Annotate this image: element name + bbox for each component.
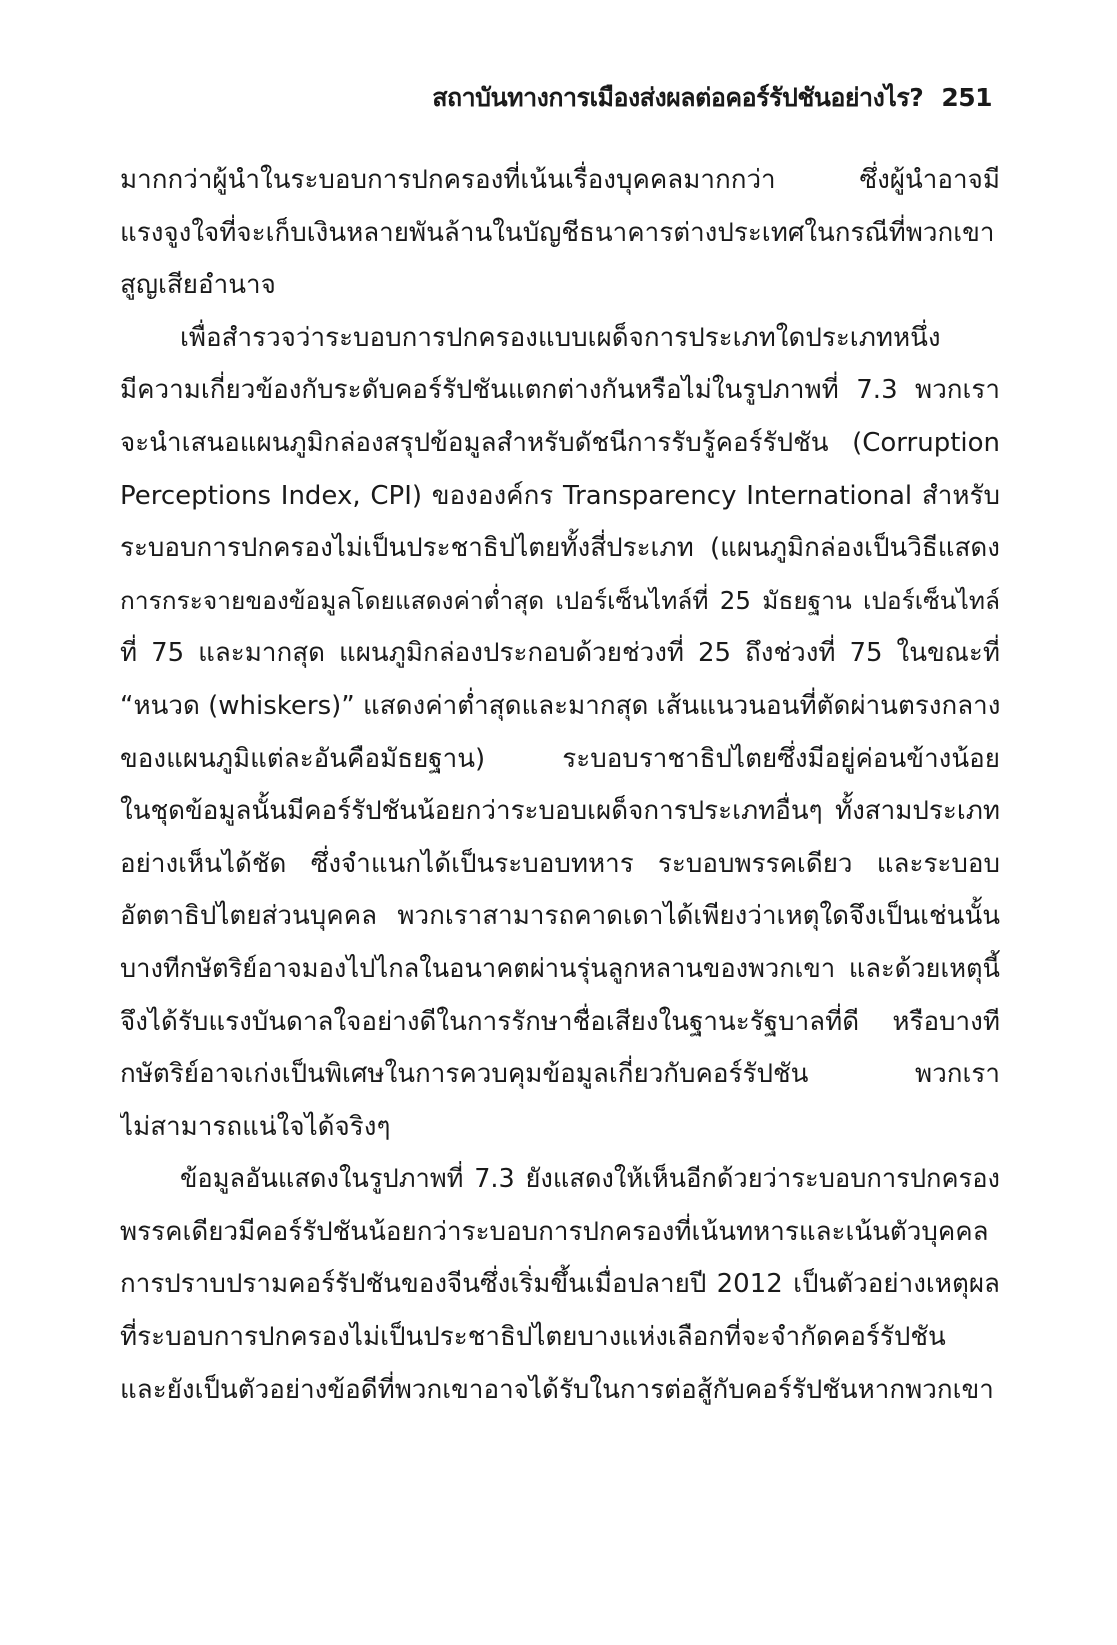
text-line: ข้อมูลอันแสดงในรูปภาพที่ 7.3 ยังแสดงให้เห็นอีกด้วยว่าระบอบการปกครอง bbox=[180, 1164, 1000, 1195]
text-line: สูญเสียอำนาจ bbox=[120, 270, 276, 301]
text-line: จึงได้รับแรงบันดาลใจอย่างดีในการรักษาชื่อเสียงในฐานะรัฐบาลที่ดี หรือบางที bbox=[120, 1006, 1000, 1037]
text-line: อัตตาธิปไตยส่วนบุคคล พวกเราสามารถคาดเดาได้เพียงว่าเหตุใดจึงเป็นเช่นนั้น bbox=[120, 901, 1000, 932]
text-line: ระบอบการปกครองไม่เป็นประชาธิปไตยทั้งสี่ประเภท (แผนภูมิกล่องเป็นวิธีแสดง bbox=[120, 533, 1000, 564]
text-line: ที่ 75 และมากสุด แผนภูมิกล่องประกอบด้วยช่วงที่ 25 ถึงช่วงที่ 75 ในขณะที่ bbox=[120, 638, 1000, 669]
text-line: จะนำเสนอแผนภูมิกล่องสรุปข้อมูลสำหรับดัชนีการรับรู้คอร์รัปชัน (Corruption bbox=[120, 427, 1000, 458]
text-line: มีความเกี่ยวข้องกับระดับคอร์รัปชันแตกต่างกันหรือไม่ในรูปภาพที่ 7.3 พวกเรา bbox=[120, 375, 1000, 406]
text-line: กษัตริย์อาจเก่งเป็นพิเศษในการควบคุมข้อมูลเกี่ยวกับคอร์รัปชัน พวกเรา bbox=[120, 1059, 1000, 1090]
text-line: บางทีกษัตริย์อาจมองไปไกลในอนาคตผ่านรุ่นลูกหลานของพวกเขา และด้วยเหตุนี้ bbox=[120, 953, 1000, 984]
text-line: ที่ระบอบการปกครองไม่เป็นประชาธิปไตยบางแห่งเลือกที่จะจำกัดคอร์รัปชัน bbox=[120, 1322, 946, 1353]
text-line: “หนวด (whiskers)” แสดงค่าต่ำสุดและมากสุด เส้นแนวนอนที่ตัดผ่านตรงกลาง bbox=[120, 690, 1000, 721]
body-text bbox=[120, 154, 1000, 1416]
paragraph bbox=[120, 1153, 1000, 1416]
text-line: แรงจูงใจที่จะเก็บเงินหลายพันล้านในบัญชีธนาคารต่างประเทศในกรณีที่พวกเขา bbox=[120, 217, 995, 248]
text-line: ของแผนภูมิแต่ละอันคือมัธยฐาน) ระบอบราชาธิปไตยซึ่งมีอยู่ค่อนข้างน้อย bbox=[120, 743, 1000, 774]
text-line: การกระจายของข้อมูลโดยแสดงค่าต่ำสุด เปอร์เซ็นไทล์ที่ 25 มัธยฐาน เปอร์เซ็นไทล์ bbox=[120, 585, 1000, 615]
text-line: และยังเป็นตัวอย่างข้อดีที่พวกเขาอาจได้รับในการต่อสู้กับคอร์รัปชันหากพวกเขา bbox=[120, 1374, 994, 1405]
page-number: 251 bbox=[941, 83, 992, 112]
paragraph bbox=[120, 154, 1000, 312]
text-line: มากกว่าผู้นำในระบอบการปกครองที่เน้นเรื่องบุคคลมากกว่า ซึ่งผู้นำอาจมี bbox=[120, 165, 1000, 195]
paragraph bbox=[120, 312, 1000, 1154]
text-line: Perceptions Index, CPI) ขององค์กร Transparency International สำหรับ bbox=[120, 480, 1000, 511]
text-line: ไม่สามารถแน่ใจได้จริงๆ bbox=[120, 1111, 391, 1142]
text-line: พรรคเดียวมีคอร์รัปชันน้อยกว่าระบอบการปกครองที่เน้นทหารและเน้นตัวบุคคล bbox=[120, 1216, 989, 1247]
text-line: อย่างเห็นได้ชัด ซึ่งจำแนกได้เป็นระบอบทหาร ระบอบพรรคเดียว และระบอบ bbox=[120, 848, 1000, 879]
text-line: เพื่อสำรวจว่าระบอบการปกครองแบบเผด็จการประเภทใดประเภทหนึ่ง bbox=[180, 322, 941, 353]
text-line: ในชุดข้อมูลนั้นมีคอร์รัปชันน้อยกว่าระบอบเผด็จการประเภทอื่นๆ ทั้งสามประเภท bbox=[120, 796, 1000, 827]
running-header bbox=[120, 78, 992, 118]
text-line: การปราบปรามคอร์รัปชันของจีนซึ่งเริ่มขึ้นเมื่อปลายปี 2012 เป็นตัวอย่างเหตุผล bbox=[120, 1269, 1000, 1300]
running-title: สถาบันทางการเมืองส่งผลต่อคอร์รัปชันอย่างไร? bbox=[432, 83, 924, 112]
